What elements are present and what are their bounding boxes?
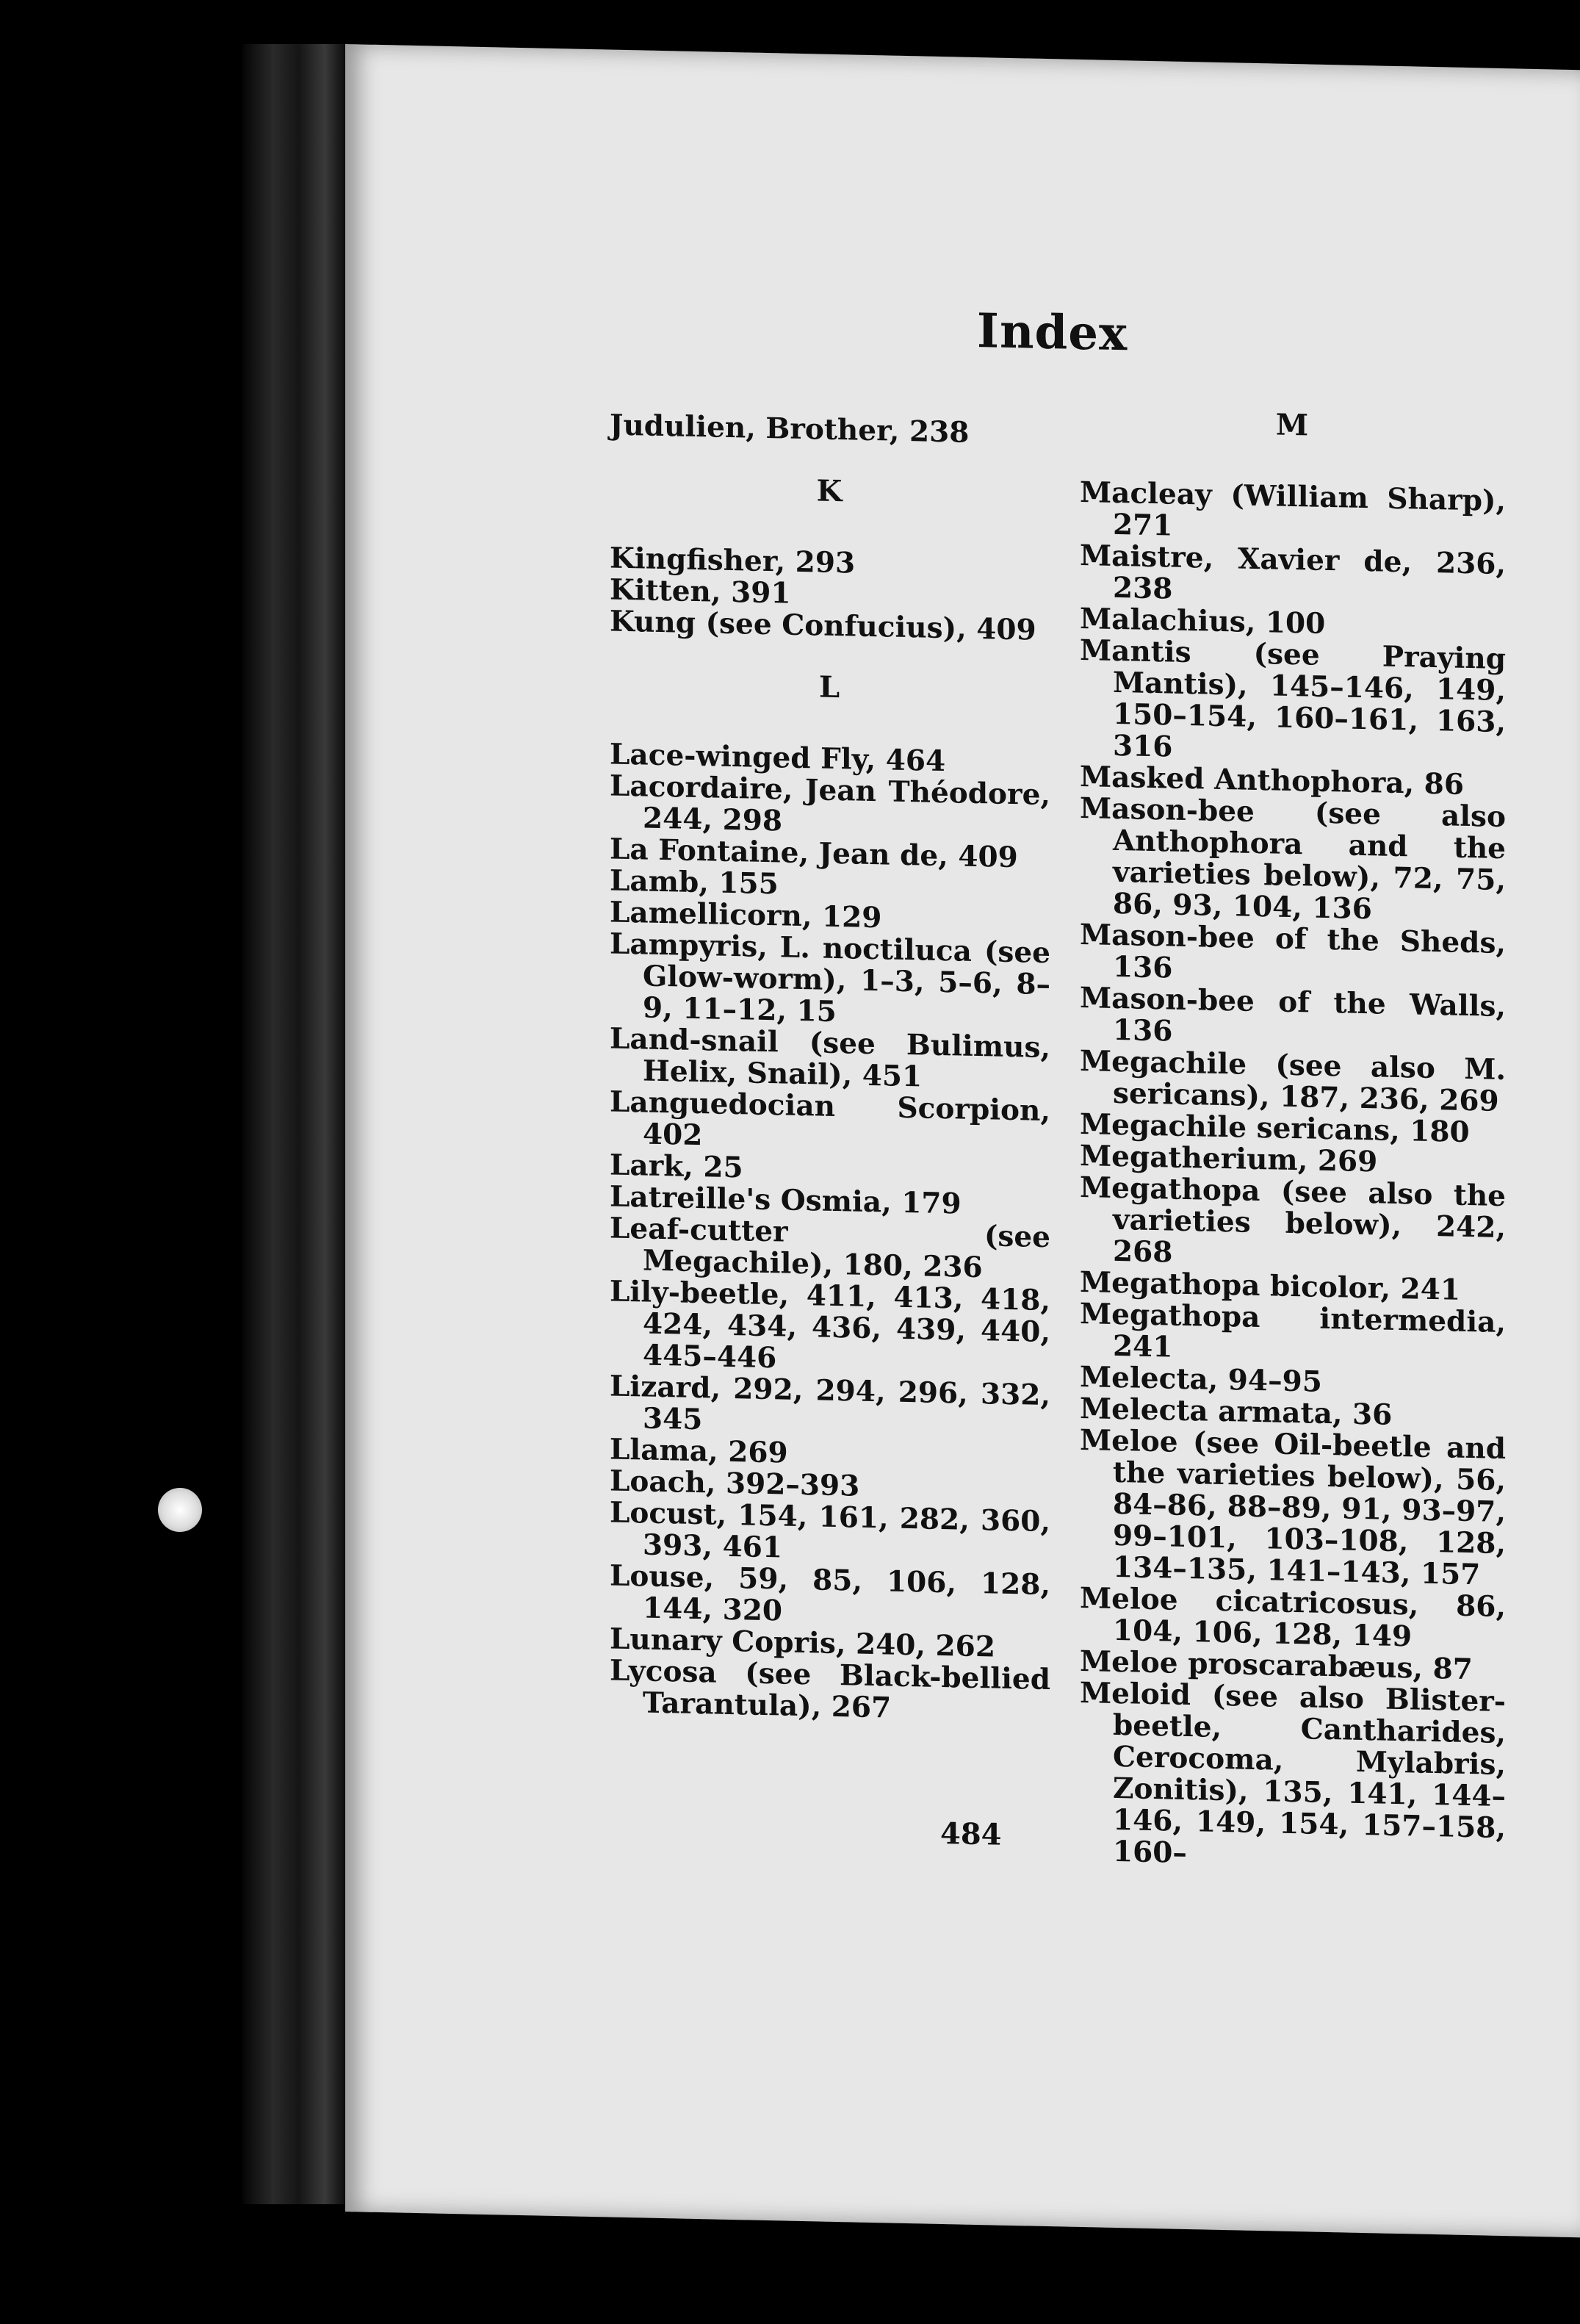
left-column	[610, 410, 1050, 1728]
index-entry: Megathopa intermedia, 241	[1080, 1296, 1506, 1364]
section-letter-l: L	[818, 669, 842, 705]
index-entry: Kung (see Confucius), 409	[610, 604, 1036, 647]
section-l-entries	[610, 739, 1050, 1728]
index-entry: Lycosa (see Black-bellied Tarantula), 267	[610, 1653, 1050, 1725]
right-column	[1080, 405, 1506, 1876]
index-entry: Llama, 269	[610, 1432, 788, 1470]
index-entry: Mason-bee of the Sheds, 136	[1080, 917, 1506, 985]
index-entry: Latreille's Osmia, 179	[610, 1179, 962, 1221]
index-entry: La Fontaine, Jean de, 409	[610, 832, 1018, 875]
index-entry: Lamellicorn, 129	[610, 895, 882, 935]
index-entry: Mason-bee (see also Anthophora and the varieties below), 72, 75, 86, 93, 104, 136	[1080, 791, 1506, 927]
index-entry: Kingfisher, 293	[610, 541, 856, 580]
index-entry: Macleay (William Sharp), 271	[1080, 475, 1506, 543]
section-letter-m: M	[1275, 407, 1310, 443]
section-k-entries	[610, 543, 1050, 647]
page-number: 484	[940, 1816, 1002, 1852]
index-entry: Lark, 25	[610, 1148, 743, 1185]
index-entry: Lunary Copris, 240, 262	[610, 1622, 995, 1664]
index-entry: Megathopa (see also the varieties below), 242, 268	[1080, 1170, 1506, 1270]
index-entry: Judulien, Brother, 238	[610, 408, 970, 450]
book-spine-edge	[242, 44, 345, 2204]
index-entry: Masked Anthophora, 86	[1080, 759, 1464, 802]
index-entry: Lamb, 155	[610, 863, 779, 902]
index-entry: Lizard, 292, 294, 296, 332, 345	[610, 1369, 1050, 1437]
index-entry: Leaf-cutter (see Megachile), 180, 236	[610, 1211, 1050, 1285]
index-entry: Land-snail (see Bulimus, Helix, Snail), 451	[610, 1021, 1050, 1094]
scan-speck	[158, 1488, 202, 1532]
index-entry: Languedocian Scorpion, 402	[610, 1084, 1050, 1153]
index-entry: Meloe cicatricosus, 86, 104, 106, 128, 149	[1080, 1580, 1506, 1654]
index-entry: Malachius, 100	[1080, 601, 1326, 641]
index-entry: Lily-beetle, 411, 413, 418, 424, 434, 436, 439, 440, 445–446	[610, 1274, 1050, 1375]
section-letter-k: K	[816, 473, 844, 509]
index-entry: Locust, 154, 161, 282, 360, 393, 461	[610, 1495, 1050, 1565]
index-entry: Meloe (see Oil-beetle and the varieties below), 56, 84–86, 88–89, 91, 93–97, 99–101, 103–108, 128, 134–135, 141–143, 157	[1080, 1422, 1506, 1592]
index-entry: Megachile sericans, 180	[1080, 1107, 1470, 1150]
page-title: Index	[977, 303, 1128, 362]
index-entry: Mason-bee of the Walls, 136	[1080, 980, 1506, 1048]
index-entry: Lace-winged Fly, 464	[610, 737, 946, 779]
index-entry: Meloe proscarabæus, 87	[1080, 1644, 1473, 1687]
index-entry: Lacordaire, Jean Théodore, 244, 298	[610, 769, 1050, 838]
index-entry: Lampyris, L. noctiluca (see Glow-worm), 1–3, 5–6, 8–9, 11–12, 15	[610, 927, 1050, 1029]
index-entry: Megatherium, 269	[1080, 1138, 1378, 1179]
index-entry: Melecta armata, 36	[1080, 1391, 1393, 1432]
index-entry: Meloid (see also Blister-beetle, Cantharides, Cerocoma, Mylabris, Zonitis), 135, 141, 144–146, 149, 154, 157–158, 160–	[1080, 1675, 1506, 1871]
index-entry: Melecta, 94–95	[1080, 1359, 1322, 1399]
index-entry: Kitten, 391	[610, 572, 791, 611]
index-entry: Mantis (see Praying Mantis), 145–146, 149, 150–154, 160–161, 163, 316	[1080, 633, 1506, 764]
index-entry: Megachile (see also M. sericans), 187, 236, 269	[1080, 1043, 1506, 1118]
left-top-entries	[610, 410, 1050, 451]
index-entry: Loach, 392–393	[610, 1464, 860, 1503]
section-m-entries	[1080, 477, 1506, 1876]
index-entry: Louse, 59, 85, 106, 128, 144, 320	[610, 1558, 1050, 1628]
index-entry: Megathopa bicolor, 241	[1080, 1264, 1460, 1307]
index-entry: Maistre, Xavier de, 236, 238	[1080, 538, 1506, 606]
index-page	[345, 44, 1580, 2237]
